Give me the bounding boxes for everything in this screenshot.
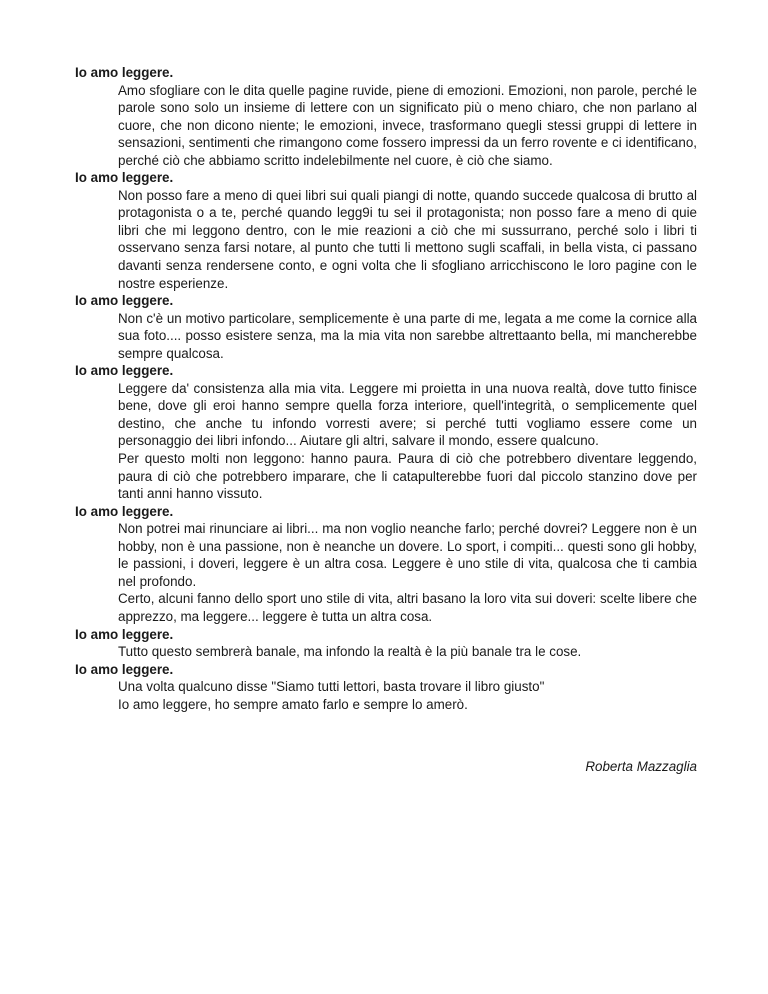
section-7 xyxy=(75,661,697,714)
paragraph: Certo, alcuni fanno dello sport uno stile di vita, altri basano la loro vita sui doveri: scelte libere che apprezzo, ma leggere... leggere è tutta un altra cosa. xyxy=(118,591,697,624)
paragraph: Tutto questo sembrerà banale, ma infondo la realtà è la più banale tra le cose. xyxy=(118,644,582,660)
paragraph: Amo sfogliare con le dita quelle pagine ruvide, piene di emozioni. Emozioni, non parole, perché le parole sono solo un insieme di lettere con un significato più o meno chiaro, che non parlano al cuore, che non dicono niente; le emozioni, invece, trasformano quegli stessi gruppi di lettere in sensazioni, sentimenti che rimangono come fossero impressi da un ferro rovente e ci identificano, perché ciò che abbiamo scritto indelebilmente nel cuore, è ciò che siamo. xyxy=(118,82,697,168)
paragraph: Non c'è un motivo particolare, semplicemente è una parte di me, legata a me come la cornice alla sua foto.... posso esistere senza, ma la mia vita non sarebbe altrettaanto bella, mi mancherebbe sempre qualcosa. xyxy=(118,310,697,361)
paragraph: Leggere da' consistenza alla mia vita. Leggere mi proietta in una nuova realtà, dove tutto finisce bene, dove gli eroi hanno sempre quella forza interiore, quell'integrità, o semplicemente quel destino, che anche tu infondo vorresti avere; si perché tutti vogliamo essere come un personaggio dei libri infondo... Aiutare gli altri, salvare il mondo, essere qualcuno. xyxy=(118,380,697,449)
paragraph: Non potrei mai rinunciare ai libri... ma non voglio neanche farlo; perché dovrei? Leggere non è un hobby, non è una passione, non è neanche un dovere. Lo sport, i compiti... questi sono gli hobby, le passioni, i doveri, leggere è un altra cosa. Leggere è uno stile di vita, qualcosa che ti cambia nel profondo. xyxy=(118,521,697,589)
paragraph: Non posso fare a meno di quei libri sui quali piangi di notte, quando succede qualcosa di brutto al protagonista o a te, perché quando legg9i tu sei il protagonista; non posso fare a meno di quie libri che mi leggono dentro, con le mie reazioni a ciò che mi sussurrano, perché solo i libri ti osservano senza farsi notare, al punto che tutti li mettono sugli scaffali, in bella vista, ci passano davanti senza rendersene conto, e ogni volta che li sfogliano arricchiscono le loro pagine con le nostre esperienze. xyxy=(118,187,697,291)
section-heading: Io amo leggere. xyxy=(75,661,174,677)
section-heading: Io amo leggere. xyxy=(75,503,174,519)
section-heading: Io amo leggere. xyxy=(75,626,174,642)
paragraph: Per questo molti non leggono: hanno paura. Paura di ciò che potrebbero diventare leggendo, paura di ciò che potrebbero imparare, che li catapulterebbe fuori dal piccolo stanzino dove per tanti anni hanno vissuto. xyxy=(118,451,697,502)
section-heading: Io amo leggere. xyxy=(75,293,174,309)
document-body xyxy=(75,64,697,713)
paragraph: Io amo leggere, ho sempre amato farlo e sempre lo amerò. xyxy=(118,696,468,712)
section-5 xyxy=(75,503,697,626)
author-signature: Roberta Mazzaglia xyxy=(585,759,697,774)
section-4 xyxy=(75,362,697,502)
paragraph: Una volta qualcuno disse "Siamo tutti lettori, basta trovare il libro giusto" xyxy=(118,679,545,695)
section-1 xyxy=(75,64,697,169)
section-2 xyxy=(75,169,697,292)
section-heading: Io amo leggere. xyxy=(75,65,174,80)
section-heading: Io amo leggere. xyxy=(75,170,174,186)
section-3 xyxy=(75,292,697,362)
section-6 xyxy=(75,626,697,661)
section-heading: Io amo leggere. xyxy=(75,363,174,379)
